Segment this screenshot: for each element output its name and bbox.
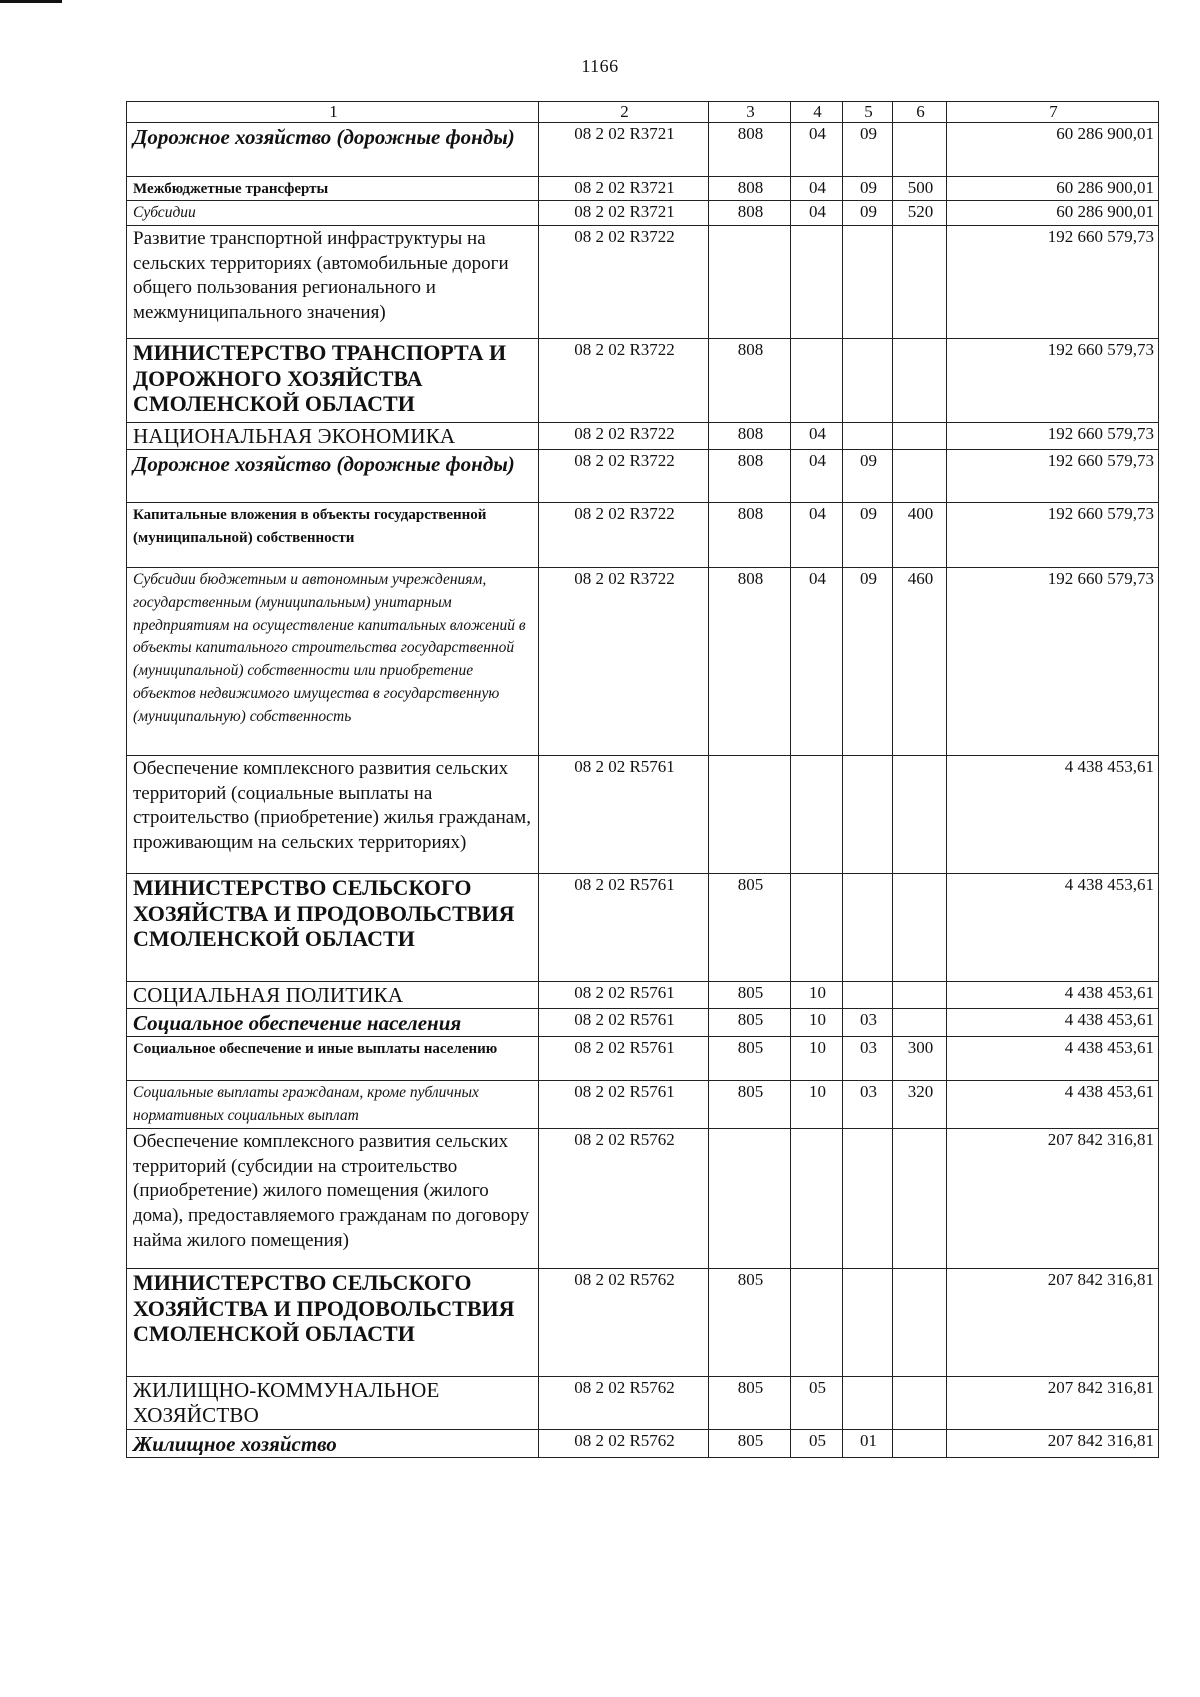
department-code-cell	[709, 201, 791, 226]
department-code-cell	[709, 450, 791, 503]
table-row	[127, 176, 1159, 201]
item-name: Социальное обеспечение населения	[133, 1011, 462, 1036]
expense-type-code-cell	[893, 568, 947, 756]
amount: 192 660 579,73	[1047, 451, 1154, 471]
amount: 4 438 453,61	[1064, 1010, 1154, 1030]
amount: 192 660 579,73	[1047, 339, 1154, 359]
item-name: МИНИСТЕРСТВО СЕЛЬСКОГО ХОЗЯЙСТВА И ПРОДОВОЛЬСТВИЯ СМОЛЕНСКОЙ ОБЛАСТИ	[133, 1270, 515, 1347]
department-code: 808	[737, 202, 764, 222]
item-name: МИНИСТЕРСТВО ТРАНСПОРТА И ДОРОЖНОГО ХОЗЯЙСТВА СМОЛЕНСКОЙ ОБЛАСТИ	[133, 339, 507, 417]
item-name-cell	[127, 1377, 539, 1430]
table-row	[127, 225, 1159, 338]
item-name: Субсидии бюджетным и автономным учреждениям, государственным (муниципальным) унитарным предприятиям на осуществление капитальных вложений в объекты капитального строительства государственной (муниципальной) собственности или приобретение объектов недвижимого имущества в государственную (муниципальную) собственность	[133, 571, 526, 725]
amount-cell	[947, 1081, 1159, 1129]
table-row	[127, 201, 1159, 226]
target-article-code-cell	[539, 756, 709, 874]
amount: 192 660 579,73	[1047, 423, 1154, 443]
department-code-cell	[709, 1009, 791, 1037]
section-code-cell	[791, 450, 843, 503]
expense-type-code-cell	[893, 756, 947, 874]
expense-type-code-cell	[893, 1430, 947, 1458]
amount-cell	[947, 176, 1159, 201]
amount: 4 438 453,61	[1064, 983, 1154, 1003]
section-code-cell	[791, 338, 843, 422]
amount-cell	[947, 1377, 1159, 1430]
budget-table	[126, 101, 1159, 1458]
amount-cell	[947, 982, 1159, 1009]
department-code-cell	[709, 982, 791, 1009]
column-number-row	[127, 102, 1159, 123]
item-name-cell	[127, 122, 539, 176]
amount-cell	[947, 874, 1159, 982]
department-code-cell	[709, 874, 791, 982]
target-article-code: 08 2 02 R5761	[574, 983, 675, 1003]
expense-type-code: 300	[907, 1038, 934, 1058]
target-article-code-cell	[539, 450, 709, 503]
table-row	[127, 1269, 1159, 1377]
expense-type-code-cell	[893, 874, 947, 982]
target-article-code: 08 2 02 R5762	[574, 1130, 675, 1150]
target-article-code-cell	[539, 1129, 709, 1269]
subsection-code-cell	[843, 982, 893, 1009]
column-number: 2	[539, 102, 709, 123]
item-name: МИНИСТЕРСТВО СЕЛЬСКОГО ХОЗЯЙСТВА И ПРОДОВОЛЬСТВИЯ СМОЛЕНСКОЙ ОБЛАСТИ	[133, 875, 515, 952]
target-article-code-cell	[539, 1269, 709, 1377]
table-row	[127, 568, 1159, 756]
table-row	[127, 422, 1159, 449]
section-code: 04	[809, 123, 826, 143]
section-code-cell	[791, 122, 843, 176]
table-row	[127, 982, 1159, 1009]
target-article-code-cell	[539, 1430, 709, 1458]
expense-type-code-cell	[893, 1269, 947, 1377]
target-article-code-cell	[539, 982, 709, 1009]
expense-type-code-cell	[893, 503, 947, 568]
subsection-code: 03	[860, 1038, 877, 1058]
amount: 60 286 900,01	[1056, 177, 1154, 197]
amount-cell	[947, 756, 1159, 874]
table-row	[127, 122, 1159, 176]
item-name-cell	[127, 1081, 539, 1129]
expense-type-code-cell	[893, 225, 947, 338]
section-code: 10	[809, 983, 826, 1003]
amount-cell	[947, 503, 1159, 568]
section-code-cell	[791, 201, 843, 226]
subsection-code-cell	[843, 874, 893, 982]
section-code: 05	[809, 1378, 826, 1398]
expense-type-code-cell	[893, 176, 947, 201]
subsection-code-cell	[843, 338, 893, 422]
table-row	[127, 1129, 1159, 1269]
target-article-code-cell	[539, 568, 709, 756]
subsection-code-cell	[843, 1037, 893, 1081]
subsection-code-cell	[843, 1269, 893, 1377]
item-name-cell	[127, 874, 539, 982]
amount: 207 842 316,81	[1047, 1270, 1154, 1290]
table-row	[127, 756, 1159, 874]
subsection-code: 09	[860, 569, 877, 589]
expense-type-code-cell	[893, 1129, 947, 1269]
table-row	[127, 1037, 1159, 1081]
subsection-code: 03	[860, 1010, 877, 1030]
department-code: 808	[737, 569, 764, 589]
item-name-cell	[127, 756, 539, 874]
department-code: 808	[737, 123, 764, 143]
expense-type-code-cell	[893, 422, 947, 449]
target-article-code: 08 2 02 R3721	[574, 177, 675, 197]
section-code: 10	[809, 1038, 826, 1058]
department-code-cell	[709, 1377, 791, 1430]
column-number: 5	[843, 102, 893, 123]
target-article-code: 08 2 02 R5761	[574, 875, 675, 895]
target-article-code-cell	[539, 1037, 709, 1081]
section-code-cell	[791, 1037, 843, 1081]
target-article-code-cell	[539, 201, 709, 226]
expense-type-code: 400	[907, 504, 934, 524]
department-code: 805	[737, 1082, 764, 1102]
amount-cell	[947, 1269, 1159, 1377]
section-code-cell	[791, 1009, 843, 1037]
target-article-code-cell	[539, 422, 709, 449]
department-code: 805	[737, 1270, 764, 1290]
target-article-code: 08 2 02 R3722	[574, 339, 675, 359]
target-article-code: 08 2 02 R5761	[574, 757, 675, 777]
section-code-cell	[791, 503, 843, 568]
target-article-code: 08 2 02 R3722	[574, 226, 675, 246]
expense-type-code-cell	[893, 122, 947, 176]
expense-type-code-cell	[893, 982, 947, 1009]
target-article-code-cell	[539, 503, 709, 568]
target-article-code-cell	[539, 225, 709, 338]
column-number: 4	[791, 102, 843, 123]
subsection-code: 09	[860, 177, 877, 197]
section-code: 05	[809, 1431, 826, 1451]
department-code: 808	[737, 177, 764, 197]
amount-cell	[947, 201, 1159, 226]
department-code-cell	[709, 503, 791, 568]
target-article-code-cell	[539, 874, 709, 982]
department-code-cell	[709, 338, 791, 422]
item-name: Субсидии	[133, 204, 196, 222]
section-code-cell	[791, 1081, 843, 1129]
item-name-cell	[127, 1430, 539, 1458]
department-code: 808	[737, 423, 764, 443]
table-row	[127, 503, 1159, 568]
subsection-code-cell	[843, 756, 893, 874]
target-article-code-cell	[539, 1009, 709, 1037]
subsection-code-cell	[843, 1081, 893, 1129]
section-code-cell	[791, 176, 843, 201]
subsection-code-cell	[843, 450, 893, 503]
section-code-cell	[791, 225, 843, 338]
amount-cell	[947, 122, 1159, 176]
expense-type-code-cell	[893, 450, 947, 503]
target-article-code-cell	[539, 1081, 709, 1129]
target-article-code: 08 2 02 R3722	[574, 423, 675, 443]
amount-cell	[947, 1430, 1159, 1458]
subsection-code: 09	[860, 123, 877, 143]
item-name-cell	[127, 568, 539, 756]
amount-cell	[947, 1129, 1159, 1269]
subsection-code-cell	[843, 1377, 893, 1430]
section-code: 04	[809, 451, 826, 471]
expense-type-code-cell	[893, 338, 947, 422]
section-code: 04	[809, 423, 826, 443]
department-code: 805	[737, 1038, 764, 1058]
item-name: Социальные выплаты гражданам, кроме публичных нормативных социальных выплат	[133, 1084, 479, 1125]
section-code: 04	[809, 504, 826, 524]
subsection-code: 01	[860, 1431, 877, 1451]
expense-type-code-cell	[893, 1081, 947, 1129]
item-name-cell	[127, 503, 539, 568]
amount-cell	[947, 568, 1159, 756]
item-name: ЖИЛИЩНО-КОММУНАЛЬНОЕ ХОЗЯЙСТВО	[133, 1378, 440, 1428]
expense-type-code-cell	[893, 201, 947, 226]
department-code: 805	[737, 1431, 764, 1451]
target-article-code-cell	[539, 338, 709, 422]
subsection-code-cell	[843, 122, 893, 176]
expense-type-code-cell	[893, 1377, 947, 1430]
section-code-cell	[791, 756, 843, 874]
department-code-cell	[709, 1269, 791, 1377]
table-row	[127, 338, 1159, 422]
column-number: 1	[127, 102, 539, 123]
expense-type-code-cell	[893, 1037, 947, 1081]
section-code-cell	[791, 1129, 843, 1269]
department-code-cell	[709, 422, 791, 449]
target-article-code: 08 2 02 R3721	[574, 202, 675, 222]
amount-cell	[947, 422, 1159, 449]
item-name-cell	[127, 176, 539, 201]
item-name-cell	[127, 225, 539, 338]
item-name: Обеспечение комплексного развития сельских территорий (социальные выплаты на строительство (приобретение) жилья гражданам, проживающим на сельских территориях)	[133, 758, 531, 854]
target-article-code: 08 2 02 R3722	[574, 569, 675, 589]
subsection-code-cell	[843, 568, 893, 756]
table-row	[127, 1430, 1159, 1458]
amount: 192 660 579,73	[1047, 226, 1154, 246]
expense-type-code: 320	[907, 1082, 934, 1102]
item-name-cell	[127, 1129, 539, 1269]
department-code-cell	[709, 225, 791, 338]
item-name: Межбюджетные трансферты	[133, 180, 329, 197]
target-article-code: 08 2 02 R5762	[574, 1378, 675, 1398]
amount: 207 842 316,81	[1047, 1130, 1154, 1150]
section-code: 04	[809, 202, 826, 222]
target-article-code-cell	[539, 1377, 709, 1430]
target-article-code: 08 2 02 R3722	[574, 451, 675, 471]
target-article-code: 08 2 02 R3722	[574, 504, 675, 524]
section-code-cell	[791, 1377, 843, 1430]
table-row	[127, 1377, 1159, 1430]
page-edge-rule	[0, 0, 62, 3]
subsection-code-cell	[843, 1009, 893, 1037]
subsection-code-cell	[843, 225, 893, 338]
subsection-code-cell	[843, 503, 893, 568]
department-code: 808	[737, 504, 764, 524]
item-name: Социальное обеспечение и иные выплаты населению	[133, 1041, 498, 1058]
department-code-cell	[709, 1037, 791, 1081]
section-code-cell	[791, 422, 843, 449]
expense-type-code: 500	[907, 177, 934, 197]
column-number: 7	[947, 102, 1159, 123]
department-code: 805	[737, 1010, 764, 1030]
table-row	[127, 450, 1159, 503]
subsection-code: 09	[860, 504, 877, 524]
section-code-cell	[791, 1269, 843, 1377]
column-number: 3	[709, 102, 791, 123]
amount: 4 438 453,61	[1064, 1038, 1154, 1058]
department-code-cell	[709, 122, 791, 176]
section-code: 04	[809, 177, 826, 197]
item-name: НАЦИОНАЛЬНАЯ ЭКОНОМИКА	[133, 423, 456, 448]
section-code: 04	[809, 569, 826, 589]
amount-cell	[947, 338, 1159, 422]
expense-type-code-cell	[893, 1009, 947, 1037]
target-article-code-cell	[539, 176, 709, 201]
amount-cell	[947, 1037, 1159, 1081]
section-code-cell	[791, 1430, 843, 1458]
target-article-code: 08 2 02 R5761	[574, 1082, 675, 1102]
item-name-cell	[127, 338, 539, 422]
amount-cell	[947, 225, 1159, 338]
budget-table-body	[127, 102, 1159, 1458]
expense-type-code: 460	[907, 569, 934, 589]
department-code: 808	[737, 451, 764, 471]
amount-cell	[947, 1009, 1159, 1037]
item-name: Обеспечение комплексного развития сельских территорий (субсидии на строительство (приобретение) жилого помещения (жилого дома), предоставляемого гражданам по договору найма жилого помещения)	[133, 1131, 530, 1251]
section-code-cell	[791, 982, 843, 1009]
subsection-code-cell	[843, 1129, 893, 1269]
department-code-cell	[709, 1129, 791, 1269]
section-code: 10	[809, 1082, 826, 1102]
item-name: Жилищное хозяйство	[133, 1432, 337, 1457]
target-article-code: 08 2 02 R5761	[574, 1038, 675, 1058]
amount: 207 842 316,81	[1047, 1431, 1154, 1451]
section-code-cell	[791, 568, 843, 756]
subsection-code-cell	[843, 1430, 893, 1458]
department-code-cell	[709, 1081, 791, 1129]
subsection-code: 09	[860, 451, 877, 471]
item-name-cell	[127, 1037, 539, 1081]
target-article-code: 08 2 02 R5761	[574, 1010, 675, 1030]
department-code: 805	[737, 983, 764, 1003]
subsection-code: 03	[860, 1082, 877, 1102]
amount: 4 438 453,61	[1064, 757, 1154, 777]
item-name: СОЦИАЛЬНАЯ ПОЛИТИКА	[133, 983, 404, 1008]
subsection-code-cell	[843, 201, 893, 226]
target-article-code: 08 2 02 R5762	[574, 1270, 675, 1290]
amount: 207 842 316,81	[1047, 1378, 1154, 1398]
subsection-code-cell	[843, 176, 893, 201]
section-code: 10	[809, 1010, 826, 1030]
item-name: Развитие транспортной инфраструктуры на сельских территориях (автомобильные дороги общего пользования регионального и межмуниципального значения)	[133, 227, 509, 323]
subsection-code: 09	[860, 202, 877, 222]
item-name-cell	[127, 1269, 539, 1377]
department-code-cell	[709, 756, 791, 874]
table-row	[127, 1009, 1159, 1037]
subsection-code-cell	[843, 422, 893, 449]
department-code: 805	[737, 875, 764, 895]
item-name: Дорожное хозяйство (дорожные фонды)	[133, 452, 515, 477]
department-code-cell	[709, 176, 791, 201]
page-number: 1166	[581, 56, 619, 76]
item-name-cell	[127, 201, 539, 226]
item-name-cell	[127, 422, 539, 449]
target-article-code-cell	[539, 122, 709, 176]
item-name: Капитальные вложения в объекты государственной (муниципальной) собственности	[133, 507, 487, 546]
amount: 192 660 579,73	[1047, 504, 1154, 524]
amount-cell	[947, 450, 1159, 503]
target-article-code: 08 2 02 R5762	[574, 1431, 675, 1451]
amount: 4 438 453,61	[1064, 1082, 1154, 1102]
amount: 4 438 453,61	[1064, 875, 1154, 895]
item-name: Дорожное хозяйство (дорожные фонды)	[133, 124, 515, 149]
department-code-cell	[709, 568, 791, 756]
target-article-code: 08 2 02 R3721	[574, 123, 675, 143]
section-code-cell	[791, 874, 843, 982]
department-code: 808	[737, 339, 764, 359]
table-row	[127, 1081, 1159, 1129]
item-name-cell	[127, 1009, 539, 1037]
table-row	[127, 874, 1159, 982]
column-number: 6	[893, 102, 947, 123]
item-name-cell	[127, 450, 539, 503]
item-name-cell	[127, 982, 539, 1009]
amount: 60 286 900,01	[1056, 123, 1154, 143]
expense-type-code: 520	[907, 202, 934, 222]
department-code: 805	[737, 1378, 764, 1398]
amount: 60 286 900,01	[1056, 202, 1154, 222]
amount: 192 660 579,73	[1047, 569, 1154, 589]
department-code-cell	[709, 1430, 791, 1458]
